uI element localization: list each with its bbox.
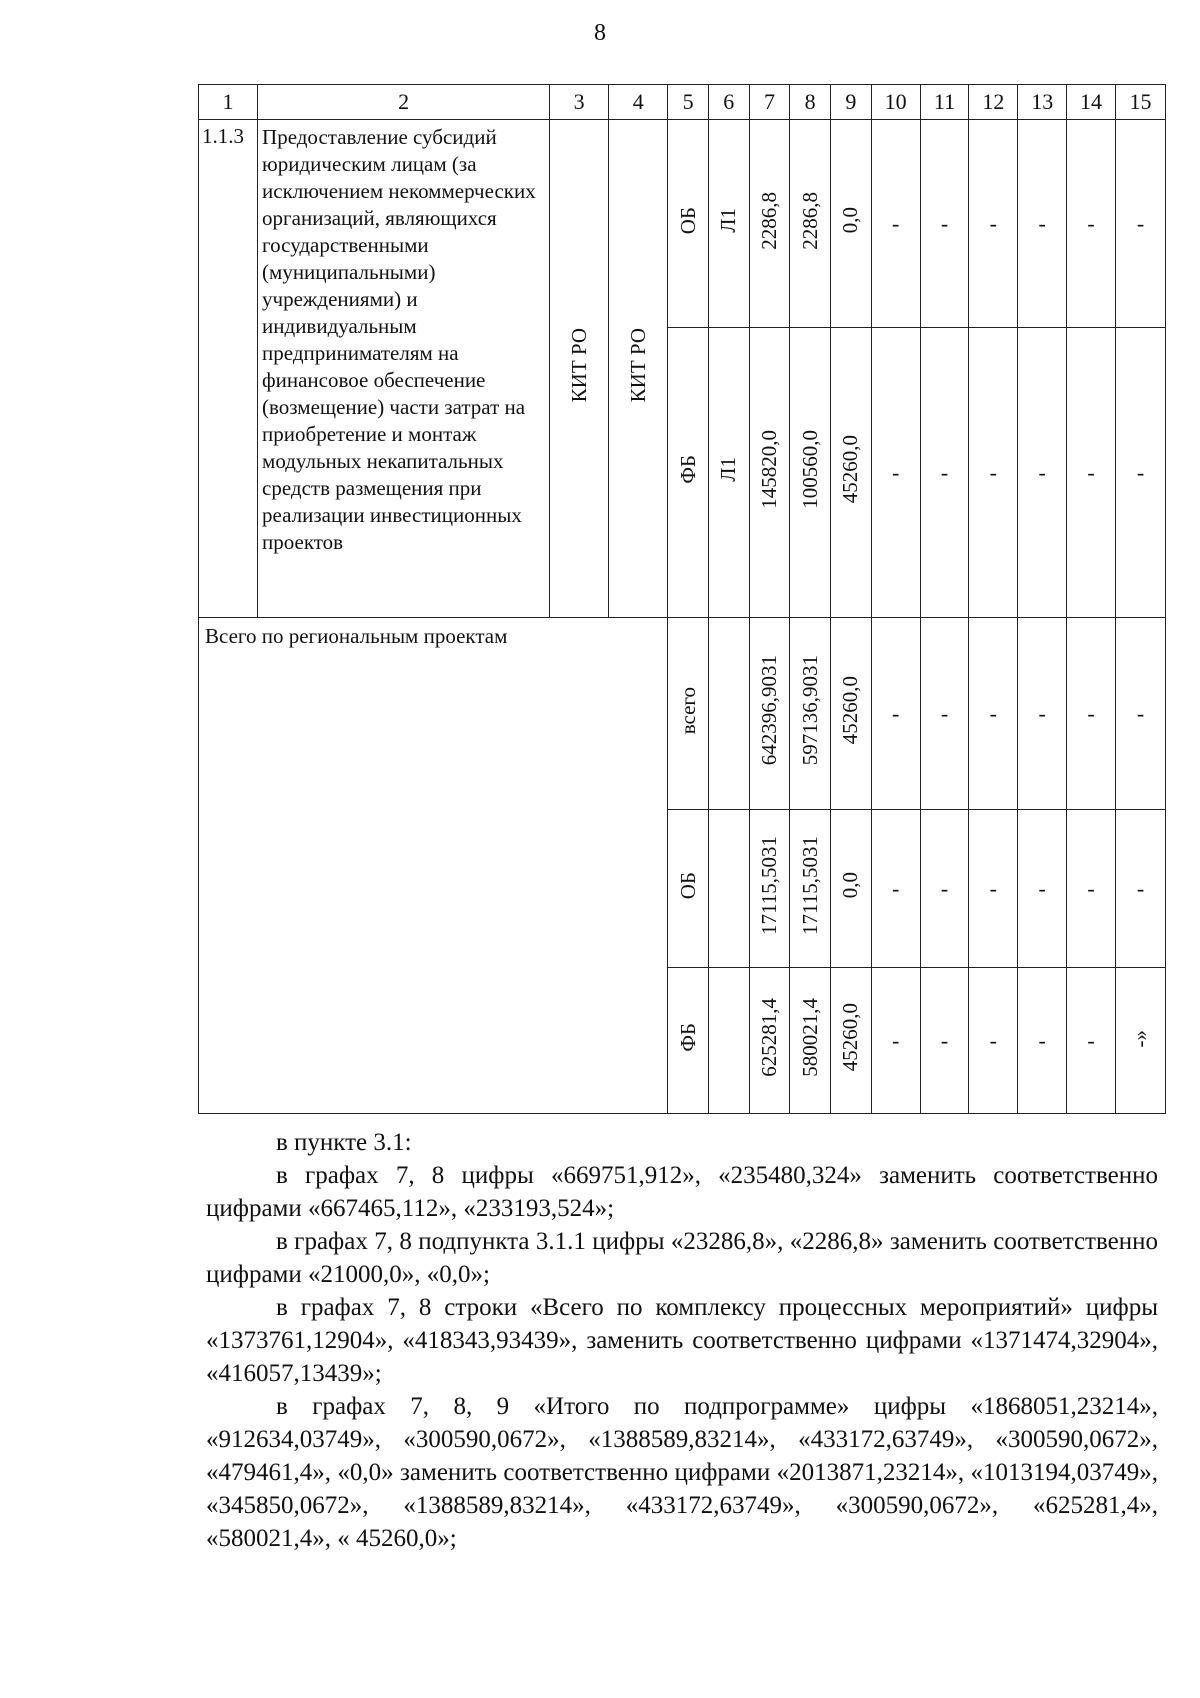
funding-source: ФБ: [675, 455, 700, 484]
value-col15: -»: [1127, 1029, 1152, 1047]
value-col15: -: [1136, 459, 1145, 485]
paragraph: в графах 7, 8 цифры «669751,912», «235480,324» заменить соответственно цифрами «667465,112», «233193,524»;: [206, 1162, 1158, 1222]
value-col11: -: [940, 700, 949, 726]
value-col10: -: [891, 1027, 900, 1053]
column-header: 2: [258, 85, 550, 120]
column-header: 8: [790, 85, 831, 120]
value-col11: -: [940, 459, 949, 485]
value-col11: -: [940, 210, 949, 236]
participant-text: КИТ РО: [625, 328, 650, 403]
value-col7: 625281,4: [756, 998, 781, 1077]
value-col15: -: [1136, 210, 1145, 236]
paragraph: в графах 7, 8 строки «Всего по комплексу процессных мероприятий» цифры «1373761,12904», «418343,93439», заменить соответственно цифрами «1371474,32904», «416057,13439»;: [206, 1294, 1158, 1387]
value-col9: 0,0: [838, 207, 863, 234]
column-header: 10: [871, 85, 920, 120]
item-name: Предоставление субсидий юридическим лицам (за исключением некоммерческих организаций, являющихся государственными (муниципальными) учреждениями) и индивидуальным предпринимателям на финансовое обеспечение (возмещение) части затрат на приобретение и монтаж модульных некапитальных средств размещения при реализации инвестиционных проектов: [258, 120, 550, 618]
table-row: [199, 120, 1166, 328]
value-col13: -: [1038, 459, 1046, 485]
value-col12: -: [989, 210, 997, 236]
value-col13: -: [1038, 875, 1046, 901]
value-col14: -: [1087, 700, 1095, 726]
column-header: 6: [708, 85, 749, 120]
column-header: 14: [1067, 85, 1116, 120]
budget-table: [198, 84, 1166, 1114]
executor-text: КИТ РО: [566, 328, 591, 403]
column-header: 4: [609, 85, 668, 120]
value-col13: -: [1038, 1027, 1046, 1053]
funding-source: всего: [675, 686, 700, 735]
value-col7: 2286,8: [756, 191, 781, 250]
value-col11: -: [940, 875, 949, 901]
paragraph: в пункте 3.1:: [276, 1129, 412, 1156]
budget-code: Л1: [716, 208, 741, 233]
value-col10: -: [891, 210, 900, 236]
column-header: 3: [550, 85, 609, 120]
total-label: Всего по региональным проектам: [199, 618, 668, 1114]
column-header: 7: [749, 85, 790, 120]
value-col7: 642396,9031: [756, 655, 781, 766]
value-col12: -: [989, 459, 997, 485]
budget-code: Л1: [716, 457, 741, 482]
value-col8: 2286,8: [797, 191, 822, 250]
column-header: 13: [1018, 85, 1067, 120]
value-col8: 597136,9031: [797, 655, 822, 766]
value-col7: 145820,0: [756, 430, 781, 509]
value-col13: -: [1038, 210, 1046, 236]
paragraph: в графах 7, 8 подпункта 3.1.1 цифры «23286,8», «2286,8» заменить соответственно цифрами «21000,0», «0,0»;: [206, 1228, 1158, 1288]
value-col12: -: [989, 700, 997, 726]
participant-cell: [609, 120, 668, 618]
value-col10: -: [891, 700, 900, 726]
value-col15: -: [1136, 875, 1145, 901]
value-col14: -: [1087, 210, 1095, 236]
value-col7: 17115,5031: [756, 836, 781, 935]
value-col9: 45260,0: [838, 435, 863, 504]
value-col14: -: [1087, 1027, 1095, 1053]
value-col9: 45260,0: [838, 676, 863, 745]
column-header: 9: [831, 85, 872, 120]
value-col12: -: [989, 1027, 997, 1053]
value-col9: 0,0: [838, 872, 863, 899]
value-col15: -: [1136, 700, 1145, 726]
value-col9: 45260,0: [838, 1003, 863, 1072]
header-row: [199, 85, 1166, 120]
value-col8: 100560,0: [797, 430, 822, 509]
value-col10: -: [891, 459, 900, 485]
value-col13: -: [1038, 700, 1046, 726]
column-header: 15: [1115, 85, 1165, 120]
value-col8: 580021,4: [797, 998, 822, 1077]
funding-source: ОБ: [675, 206, 700, 235]
value-col12: -: [989, 875, 997, 901]
column-header: 12: [969, 85, 1018, 120]
item-code: 1.1.3: [199, 120, 258, 618]
funding-source: ОБ: [675, 871, 700, 900]
value-col14: -: [1087, 459, 1095, 485]
column-header: 5: [668, 85, 709, 120]
funding-source: ФБ: [675, 1023, 700, 1052]
value-col10: -: [891, 875, 900, 901]
column-header: 11: [920, 85, 969, 120]
executor-cell: [550, 120, 609, 618]
amendment-text: [206, 1126, 1158, 1555]
value-col14: -: [1087, 875, 1095, 901]
value-col11: -: [940, 1027, 949, 1053]
paragraph: в графах 7, 8, 9 «Итого по подпрограмме» цифры «1868051,23214», «912634,03749», «300590,0672», «1388589,83214», «433172,63749», «300590,0672», «479461,4», «0,0» заменить соответственно цифрами «2013871,23214», «1013194,03749», «345850,0672», «1388589,83214», «433172,63749», «300590,0672», «625281,4», «580021,4», « 45260,0»;: [206, 1393, 1158, 1552]
column-header: 1: [199, 85, 258, 120]
page-number: 8: [594, 20, 606, 46]
table-row: [199, 618, 1166, 810]
value-col8: 17115,5031: [797, 836, 822, 935]
